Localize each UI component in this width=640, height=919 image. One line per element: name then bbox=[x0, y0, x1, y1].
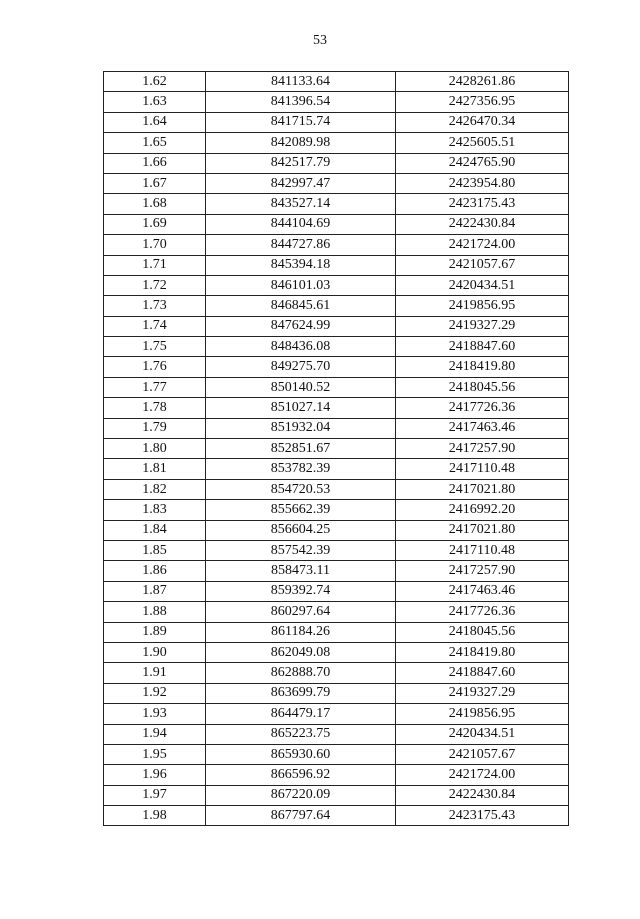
table-row bbox=[104, 785, 569, 805]
table-row bbox=[104, 112, 569, 132]
table-row bbox=[104, 520, 569, 540]
point-index-cell: 1.74 bbox=[104, 316, 206, 336]
x-coordinate-cell: 862049.08 bbox=[206, 642, 396, 662]
y-coordinate-cell: 2418847.60 bbox=[396, 337, 569, 357]
point-index-cell: 1.97 bbox=[104, 785, 206, 805]
table-row bbox=[104, 275, 569, 295]
y-coordinate-cell: 2417726.36 bbox=[396, 398, 569, 418]
point-index-cell: 1.81 bbox=[104, 459, 206, 479]
page-number: 53 bbox=[313, 33, 327, 48]
x-coordinate-cell: 842089.98 bbox=[206, 133, 396, 153]
table-row bbox=[104, 296, 569, 316]
point-index-cell: 1.89 bbox=[104, 622, 206, 642]
y-coordinate-cell: 2423175.43 bbox=[396, 806, 569, 826]
x-coordinate-cell: 842997.47 bbox=[206, 173, 396, 193]
y-coordinate-cell: 2417257.90 bbox=[396, 439, 569, 459]
x-coordinate-cell: 847624.99 bbox=[206, 316, 396, 336]
x-coordinate-cell: 857542.39 bbox=[206, 540, 396, 560]
table-row bbox=[104, 357, 569, 377]
table-row bbox=[104, 377, 569, 397]
table-row bbox=[104, 540, 569, 560]
y-coordinate-cell: 2423175.43 bbox=[396, 194, 569, 214]
y-coordinate-cell: 2417110.48 bbox=[396, 459, 569, 479]
y-coordinate-cell: 2421724.00 bbox=[396, 765, 569, 785]
x-coordinate-cell: 866596.92 bbox=[206, 765, 396, 785]
y-coordinate-cell: 2424765.90 bbox=[396, 153, 569, 173]
y-coordinate-cell: 2417110.48 bbox=[396, 540, 569, 560]
point-index-cell: 1.86 bbox=[104, 561, 206, 581]
point-index-cell: 1.91 bbox=[104, 663, 206, 683]
y-coordinate-cell: 2421057.67 bbox=[396, 744, 569, 764]
y-coordinate-cell: 2417021.80 bbox=[396, 479, 569, 499]
point-index-cell: 1.78 bbox=[104, 398, 206, 418]
table-row bbox=[104, 581, 569, 601]
point-index-cell: 1.76 bbox=[104, 357, 206, 377]
x-coordinate-cell: 852851.67 bbox=[206, 439, 396, 459]
point-index-cell: 1.95 bbox=[104, 744, 206, 764]
x-coordinate-cell: 850140.52 bbox=[206, 377, 396, 397]
x-coordinate-cell: 848436.08 bbox=[206, 337, 396, 357]
point-index-cell: 1.83 bbox=[104, 500, 206, 520]
table-row bbox=[104, 418, 569, 438]
point-index-cell: 1.73 bbox=[104, 296, 206, 316]
y-coordinate-cell: 2418045.56 bbox=[396, 622, 569, 642]
x-coordinate-cell: 854720.53 bbox=[206, 479, 396, 499]
x-coordinate-cell: 863699.79 bbox=[206, 683, 396, 703]
y-coordinate-cell: 2425605.51 bbox=[396, 133, 569, 153]
table-row bbox=[104, 92, 569, 112]
x-coordinate-cell: 841396.54 bbox=[206, 92, 396, 112]
x-coordinate-cell: 841715.74 bbox=[206, 112, 396, 132]
point-index-cell: 1.65 bbox=[104, 133, 206, 153]
coordinate-table-body bbox=[104, 72, 569, 826]
x-coordinate-cell: 859392.74 bbox=[206, 581, 396, 601]
y-coordinate-cell: 2420434.51 bbox=[396, 724, 569, 744]
x-coordinate-cell: 843527.14 bbox=[206, 194, 396, 214]
point-index-cell: 1.77 bbox=[104, 377, 206, 397]
x-coordinate-cell: 851932.04 bbox=[206, 418, 396, 438]
y-coordinate-cell: 2417726.36 bbox=[396, 602, 569, 622]
x-coordinate-cell: 845394.18 bbox=[206, 255, 396, 275]
point-index-cell: 1.79 bbox=[104, 418, 206, 438]
y-coordinate-cell: 2419327.29 bbox=[396, 316, 569, 336]
x-coordinate-cell: 846845.61 bbox=[206, 296, 396, 316]
x-coordinate-cell: 842517.79 bbox=[206, 153, 396, 173]
table-row bbox=[104, 133, 569, 153]
x-coordinate-cell: 864479.17 bbox=[206, 704, 396, 724]
point-index-cell: 1.87 bbox=[104, 581, 206, 601]
point-index-cell: 1.84 bbox=[104, 520, 206, 540]
table-row bbox=[104, 255, 569, 275]
table-row bbox=[104, 561, 569, 581]
x-coordinate-cell: 867220.09 bbox=[206, 785, 396, 805]
table-row bbox=[104, 479, 569, 499]
x-coordinate-cell: 867797.64 bbox=[206, 806, 396, 826]
x-coordinate-cell: 844104.69 bbox=[206, 214, 396, 234]
table-row bbox=[104, 153, 569, 173]
x-coordinate-cell: 853782.39 bbox=[206, 459, 396, 479]
y-coordinate-cell: 2422430.84 bbox=[396, 214, 569, 234]
x-coordinate-cell: 860297.64 bbox=[206, 602, 396, 622]
table-row bbox=[104, 398, 569, 418]
y-coordinate-cell: 2419856.95 bbox=[396, 296, 569, 316]
table-row bbox=[104, 439, 569, 459]
y-coordinate-cell: 2420434.51 bbox=[396, 275, 569, 295]
table-row bbox=[104, 194, 569, 214]
table-row bbox=[104, 173, 569, 193]
y-coordinate-cell: 2421724.00 bbox=[396, 235, 569, 255]
y-coordinate-cell: 2428261.86 bbox=[396, 72, 569, 92]
table-row bbox=[104, 765, 569, 785]
table-row bbox=[104, 806, 569, 826]
y-coordinate-cell: 2416992.20 bbox=[396, 500, 569, 520]
x-coordinate-cell: 856604.25 bbox=[206, 520, 396, 540]
point-index-cell: 1.71 bbox=[104, 255, 206, 275]
table-row bbox=[104, 337, 569, 357]
x-coordinate-cell: 865223.75 bbox=[206, 724, 396, 744]
x-coordinate-cell: 858473.11 bbox=[206, 561, 396, 581]
point-index-cell: 1.92 bbox=[104, 683, 206, 703]
y-coordinate-cell: 2417021.80 bbox=[396, 520, 569, 540]
y-coordinate-cell: 2421057.67 bbox=[396, 255, 569, 275]
y-coordinate-cell: 2418847.60 bbox=[396, 663, 569, 683]
x-coordinate-cell: 844727.86 bbox=[206, 235, 396, 255]
point-index-cell: 1.75 bbox=[104, 337, 206, 357]
table-row bbox=[104, 744, 569, 764]
x-coordinate-cell: 841133.64 bbox=[206, 72, 396, 92]
point-index-cell: 1.80 bbox=[104, 439, 206, 459]
table-row bbox=[104, 724, 569, 744]
y-coordinate-cell: 2417257.90 bbox=[396, 561, 569, 581]
x-coordinate-cell: 846101.03 bbox=[206, 275, 396, 295]
point-index-cell: 1.63 bbox=[104, 92, 206, 112]
y-coordinate-cell: 2419856.95 bbox=[396, 704, 569, 724]
point-index-cell: 1.66 bbox=[104, 153, 206, 173]
point-index-cell: 1.64 bbox=[104, 112, 206, 132]
point-index-cell: 1.72 bbox=[104, 275, 206, 295]
point-index-cell: 1.96 bbox=[104, 765, 206, 785]
point-index-cell: 1.68 bbox=[104, 194, 206, 214]
y-coordinate-cell: 2423954.80 bbox=[396, 173, 569, 193]
point-index-cell: 1.70 bbox=[104, 235, 206, 255]
y-coordinate-cell: 2418419.80 bbox=[396, 642, 569, 662]
point-index-cell: 1.69 bbox=[104, 214, 206, 234]
table-row bbox=[104, 235, 569, 255]
x-coordinate-cell: 861184.26 bbox=[206, 622, 396, 642]
table-row bbox=[104, 500, 569, 520]
y-coordinate-cell: 2422430.84 bbox=[396, 785, 569, 805]
point-index-cell: 1.67 bbox=[104, 173, 206, 193]
x-coordinate-cell: 855662.39 bbox=[206, 500, 396, 520]
coordinate-table-wrapper bbox=[103, 71, 568, 826]
table-row bbox=[104, 602, 569, 622]
coordinate-table bbox=[103, 71, 569, 826]
x-coordinate-cell: 851027.14 bbox=[206, 398, 396, 418]
table-row bbox=[104, 72, 569, 92]
y-coordinate-cell: 2418419.80 bbox=[396, 357, 569, 377]
point-index-cell: 1.88 bbox=[104, 602, 206, 622]
y-coordinate-cell: 2417463.46 bbox=[396, 418, 569, 438]
x-coordinate-cell: 849275.70 bbox=[206, 357, 396, 377]
table-row bbox=[104, 459, 569, 479]
table-row bbox=[104, 704, 569, 724]
x-coordinate-cell: 862888.70 bbox=[206, 663, 396, 683]
point-index-cell: 1.98 bbox=[104, 806, 206, 826]
y-coordinate-cell: 2417463.46 bbox=[396, 581, 569, 601]
point-index-cell: 1.93 bbox=[104, 704, 206, 724]
point-index-cell: 1.82 bbox=[104, 479, 206, 499]
y-coordinate-cell: 2426470.34 bbox=[396, 112, 569, 132]
point-index-cell: 1.62 bbox=[104, 72, 206, 92]
point-index-cell: 1.94 bbox=[104, 724, 206, 744]
table-row bbox=[104, 316, 569, 336]
x-coordinate-cell: 865930.60 bbox=[206, 744, 396, 764]
table-row bbox=[104, 683, 569, 703]
point-index-cell: 1.90 bbox=[104, 642, 206, 662]
y-coordinate-cell: 2418045.56 bbox=[396, 377, 569, 397]
y-coordinate-cell: 2419327.29 bbox=[396, 683, 569, 703]
table-row bbox=[104, 214, 569, 234]
point-index-cell: 1.85 bbox=[104, 540, 206, 560]
table-row bbox=[104, 622, 569, 642]
table-row bbox=[104, 642, 569, 662]
table-row bbox=[104, 663, 569, 683]
y-coordinate-cell: 2427356.95 bbox=[396, 92, 569, 112]
